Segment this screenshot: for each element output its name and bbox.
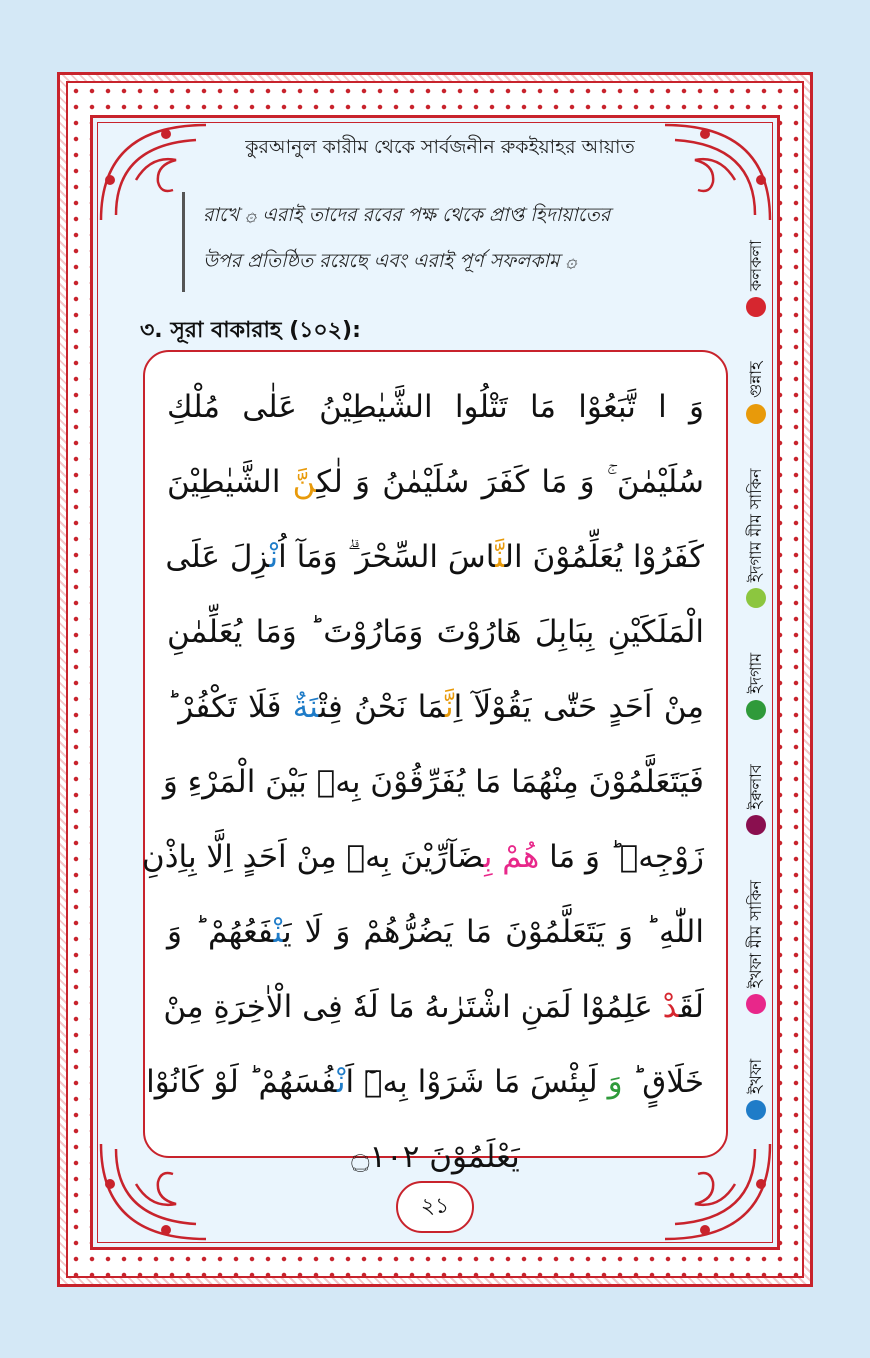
- legend-label: ইদগাম মীম সাকিন: [745, 468, 765, 583]
- arabic-verse-line: [146, 1045, 704, 1120]
- legend-item: [743, 764, 770, 835]
- verse-text-segment: الشَّيٰطِيْنَ: [167, 464, 293, 500]
- arabic-verse-line: [163, 970, 704, 1045]
- legend-color-dot-icon: [746, 297, 766, 317]
- arabic-verse-line: [167, 445, 704, 520]
- arabic-verse-line: [167, 895, 704, 970]
- verse-text-segment: يَعْلَمُوْنَ ۝١٠٢: [351, 1139, 520, 1175]
- legend-label: ইদগাম: [745, 652, 765, 694]
- tajweed-highlight-blue: نْ: [273, 914, 283, 950]
- verse-text-segment: اللّٰهِ ؕ وَ يَتَعَلَّمُوْنَ مَا يَضُرُّهُمْ وَ لَا يَ: [282, 914, 704, 950]
- arabic-verse-line: [141, 820, 704, 895]
- verse-text-segment: فَلَا تَكْفُرْ ؕ: [167, 689, 293, 725]
- verse-text-segment: وَ ا تَّبَعُوْا مَا تَتْلُوا الشَّيٰطِيْنُ عَلٰى مُلْكِ: [167, 389, 704, 425]
- legend-color-dot-icon: [746, 700, 766, 720]
- verse-text-segment: فُسَهُمْ ؕ لَوْ كَانُوْا: [146, 1064, 337, 1100]
- legend-item: [743, 362, 770, 424]
- verse-text-segment: سُلَيْمٰنَ ۚ وَ مَا كَفَرَ سُلَيْمٰنُ وَ لٰكِ: [316, 464, 704, 500]
- translation-line: উপর প্রতিষ্ঠিত রয়েছে এবং এরাই পূর্ণ সফলকাম ۞: [203, 250, 577, 272]
- legend-color-dot-icon: [746, 1100, 766, 1120]
- legend-label: ইখফা মীম সাকিন: [745, 880, 765, 989]
- page-number: ২১: [420, 1193, 450, 1219]
- surah-heading: ৩. সূরা বাকারাহ (১০২):: [140, 318, 361, 343]
- verse-text-segment: فَعُهُمْ ؕ وَ: [167, 914, 274, 950]
- verse-text-segment: زِلَ عَلَى: [165, 539, 270, 575]
- tajweed-color-legend: [736, 240, 776, 1120]
- legend-item: [743, 880, 770, 1014]
- arabic-verse-line: [167, 670, 704, 745]
- arabic-verse-box: [141, 350, 728, 1175]
- legend-label: কলকলা: [745, 240, 765, 291]
- legend-item: [743, 653, 770, 720]
- arabic-verse-line: [167, 520, 704, 595]
- legend-color-dot-icon: [746, 815, 766, 835]
- verse-text-segment: كَفَرُوْا يُعَلِّمُوْنَ ال: [504, 539, 704, 575]
- verse-text-segment: اسَ السِّحْرَ ۗ وَمَآ اُ: [278, 539, 496, 575]
- verse-text-segment: مِنْ اَحَدٍ حَتّٰى يَقُوْلَآ اِ: [453, 689, 704, 725]
- translation-quote-block: [182, 192, 702, 292]
- legend-item: [743, 468, 770, 608]
- legend-color-dot-icon: [746, 404, 766, 424]
- verse-text-segment: ضَآرِّيْنَ بِهٖ مِنْ اَحَدٍ اِلَّا بِاِذْنِ: [141, 839, 484, 875]
- tajweed-highlight-blue: نْ: [269, 539, 279, 575]
- verse-text-segment: لَقَ: [678, 989, 704, 1025]
- legend-color-dot-icon: [746, 994, 766, 1014]
- verse-text-segment: لَبِئْسَ مَا شَرَوْا بِهٖٓ اَ: [345, 1064, 608, 1100]
- page-header-title: কুরআনুল কারীম থেকে সার্বজনীন রুকইয়াহর আয়াত: [245, 136, 635, 158]
- verse-text-segment: خَلَاقٍ ؕ: [622, 1064, 704, 1100]
- tajweed-highlight-pink: هُمْ بِ: [483, 839, 540, 875]
- verse-text-segment: الْمَلَكَيْنِ بِبَابِلَ هَارُوْتَ وَمَارُوْتَ ؕ وَمَا يُعَلِّمٰنِ: [167, 614, 704, 650]
- tajweed-highlight-orange: نَّ: [495, 539, 505, 575]
- verse-text-segment: فَيَتَعَلَّمُوْنَ مِنْهُمَا مَا يُفَرِّقُوْنَ بِهٖ بَيْنَ الْمَرْءِ وَ: [162, 764, 704, 800]
- legend-label: গুন্নাহ: [745, 361, 765, 398]
- legend-color-dot-icon: [746, 588, 766, 608]
- tajweed-highlight-orange: نَّ: [292, 464, 317, 500]
- legend-label: ইক্বলাব: [745, 764, 765, 810]
- arabic-verse-line: [162, 745, 704, 820]
- tajweed-highlight-blue: نْ: [336, 1064, 346, 1100]
- verse-text-segment: زَوْجِهٖ ؕ وَ مَا: [539, 839, 704, 875]
- arabic-verse-line: [167, 370, 704, 445]
- translation-line: রাখে ۞ এরাই তাদের রবের পক্ষ থেকে প্রাপ্ত হিদায়াতের: [203, 204, 611, 226]
- tajweed-highlight-blue: نَةٌ: [292, 689, 319, 725]
- page-number-badge: [396, 1181, 474, 1233]
- legend-item: [743, 240, 770, 317]
- tajweed-highlight-green: وَ: [607, 1064, 623, 1100]
- verse-text-segment: عَلِمُوْا لَمَنِ اشْتَرٰىهُ مَا لَهٗ فِى الْاٰخِرَةِ مِنْ: [163, 989, 663, 1025]
- legend-item: [743, 1059, 770, 1120]
- verse-text-segment: مَا نَحْنُ فِتْ: [318, 689, 446, 725]
- arabic-verse-line: [167, 595, 704, 670]
- tajweed-highlight-red: دْ: [662, 989, 679, 1025]
- legend-label: ইখফা: [745, 1058, 765, 1094]
- tajweed-highlight-orange: نَّ: [445, 689, 454, 725]
